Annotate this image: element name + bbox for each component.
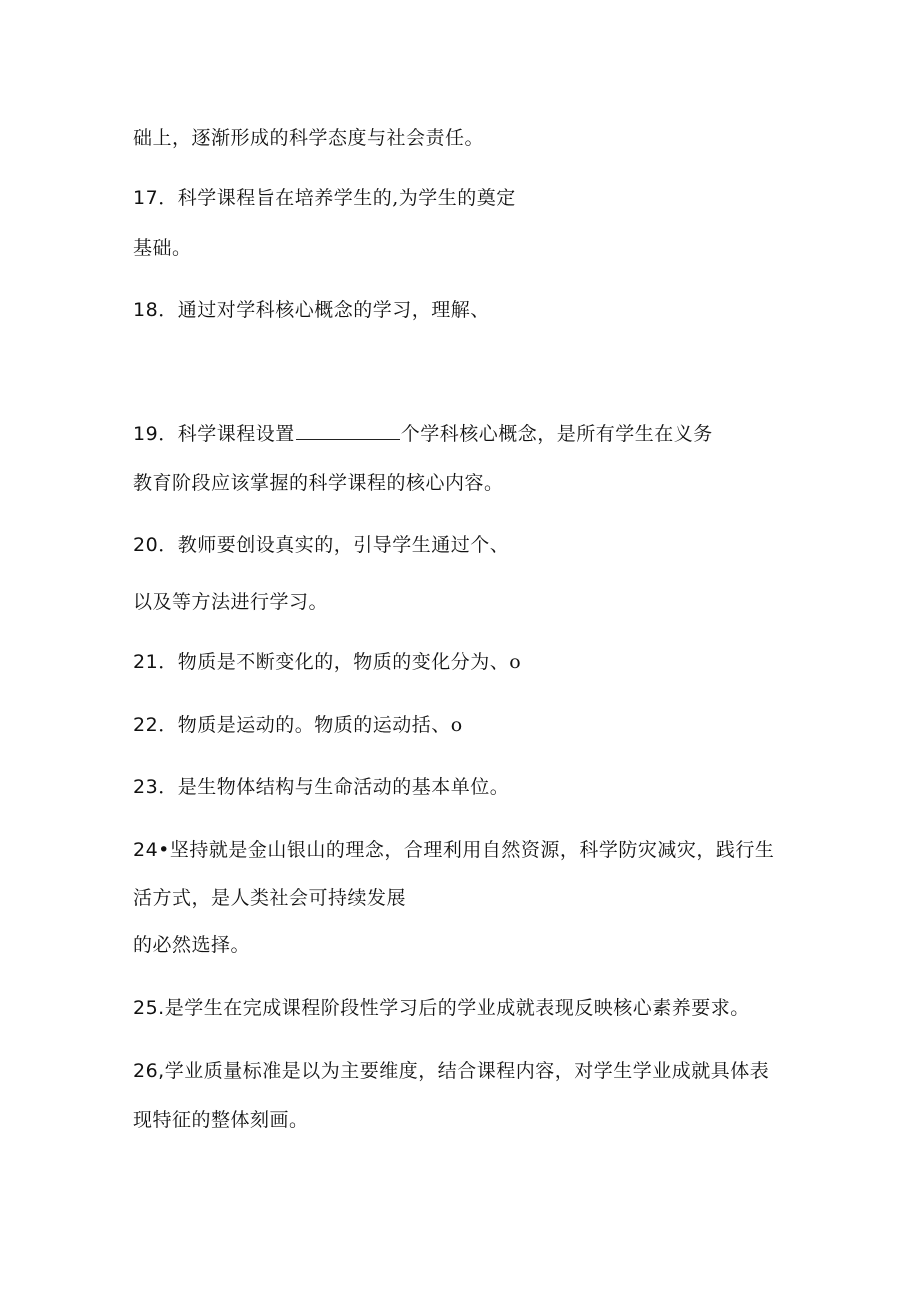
question-text: 坚持就是金山银山的理念，合理利用自然资源，科学防灾减灾，践行生 — [169, 839, 775, 861]
question-text: ．物质是运动的。物质的运动括、o — [158, 714, 463, 736]
question-text: ．教师要创设真实的，引导学生通过个、 — [158, 534, 510, 556]
question-22 — [133, 713, 463, 737]
question-number: 26, — [133, 1060, 165, 1082]
line-text: 础上，逐渐形成的科学态度与社会责任。 — [133, 127, 485, 149]
question-20 — [133, 533, 509, 557]
question-18 — [133, 298, 490, 322]
question-text: 基础。 — [133, 237, 192, 259]
question-text: 现特征的整体刻画。 — [133, 1109, 309, 1131]
question-text: 活方式，是人类社会可持续发展 — [133, 887, 407, 909]
question-text: ．科学课程设置 — [158, 423, 295, 445]
question-number: 22 — [133, 714, 159, 736]
question-number: 23 — [133, 776, 159, 798]
question-text: ．物质是不断变化的，物质的变化分为、o — [158, 651, 522, 673]
question-24-continuation-2 — [133, 933, 250, 957]
question-20-continuation — [133, 590, 328, 614]
question-number: 17 — [133, 187, 159, 209]
question-number: 18 — [133, 299, 159, 321]
question-24-continuation-1 — [133, 886, 406, 910]
question-number: 20 — [133, 534, 159, 556]
question-text: ．是生物体结构与生命活动的基本单位。 — [158, 776, 510, 798]
question-text: ．通过对学科核心概念的学习，理解、 — [158, 299, 490, 321]
question-17-continuation — [133, 236, 192, 260]
question-26-continuation — [133, 1108, 309, 1132]
question-24 — [133, 838, 774, 862]
question-19-continuation — [133, 471, 504, 495]
question-text: ．科学课程旨在培养学生的,为学生的奠定 — [158, 187, 516, 209]
question-number: 19 — [133, 423, 159, 445]
question-number: 24• — [133, 839, 170, 861]
question-number: 25. — [133, 997, 165, 1019]
line-continuation-16 — [133, 126, 484, 150]
question-26 — [133, 1059, 769, 1083]
question-19 — [133, 421, 713, 446]
question-text: 个学科核心概念，是所有学生在义务 — [400, 423, 713, 445]
fill-in-blank — [296, 421, 400, 440]
question-text: 教育阶段应该掌握的科学课程的核心内容。 — [133, 472, 504, 494]
question-number: 21 — [133, 651, 159, 673]
question-25 — [133, 996, 750, 1020]
question-21 — [133, 650, 521, 674]
question-23 — [133, 775, 509, 799]
question-text: 学业质量标准是以为主要维度，结合课程内容，对学生学业成就具体表 — [164, 1060, 770, 1082]
question-text: 以及等方法进行学习。 — [133, 591, 329, 613]
question-17 — [133, 186, 516, 210]
question-text: 是学生在完成课程阶段性学习后的学业成就表现反映核心素养要求。 — [164, 997, 750, 1019]
question-text: 的必然选择。 — [133, 934, 251, 956]
